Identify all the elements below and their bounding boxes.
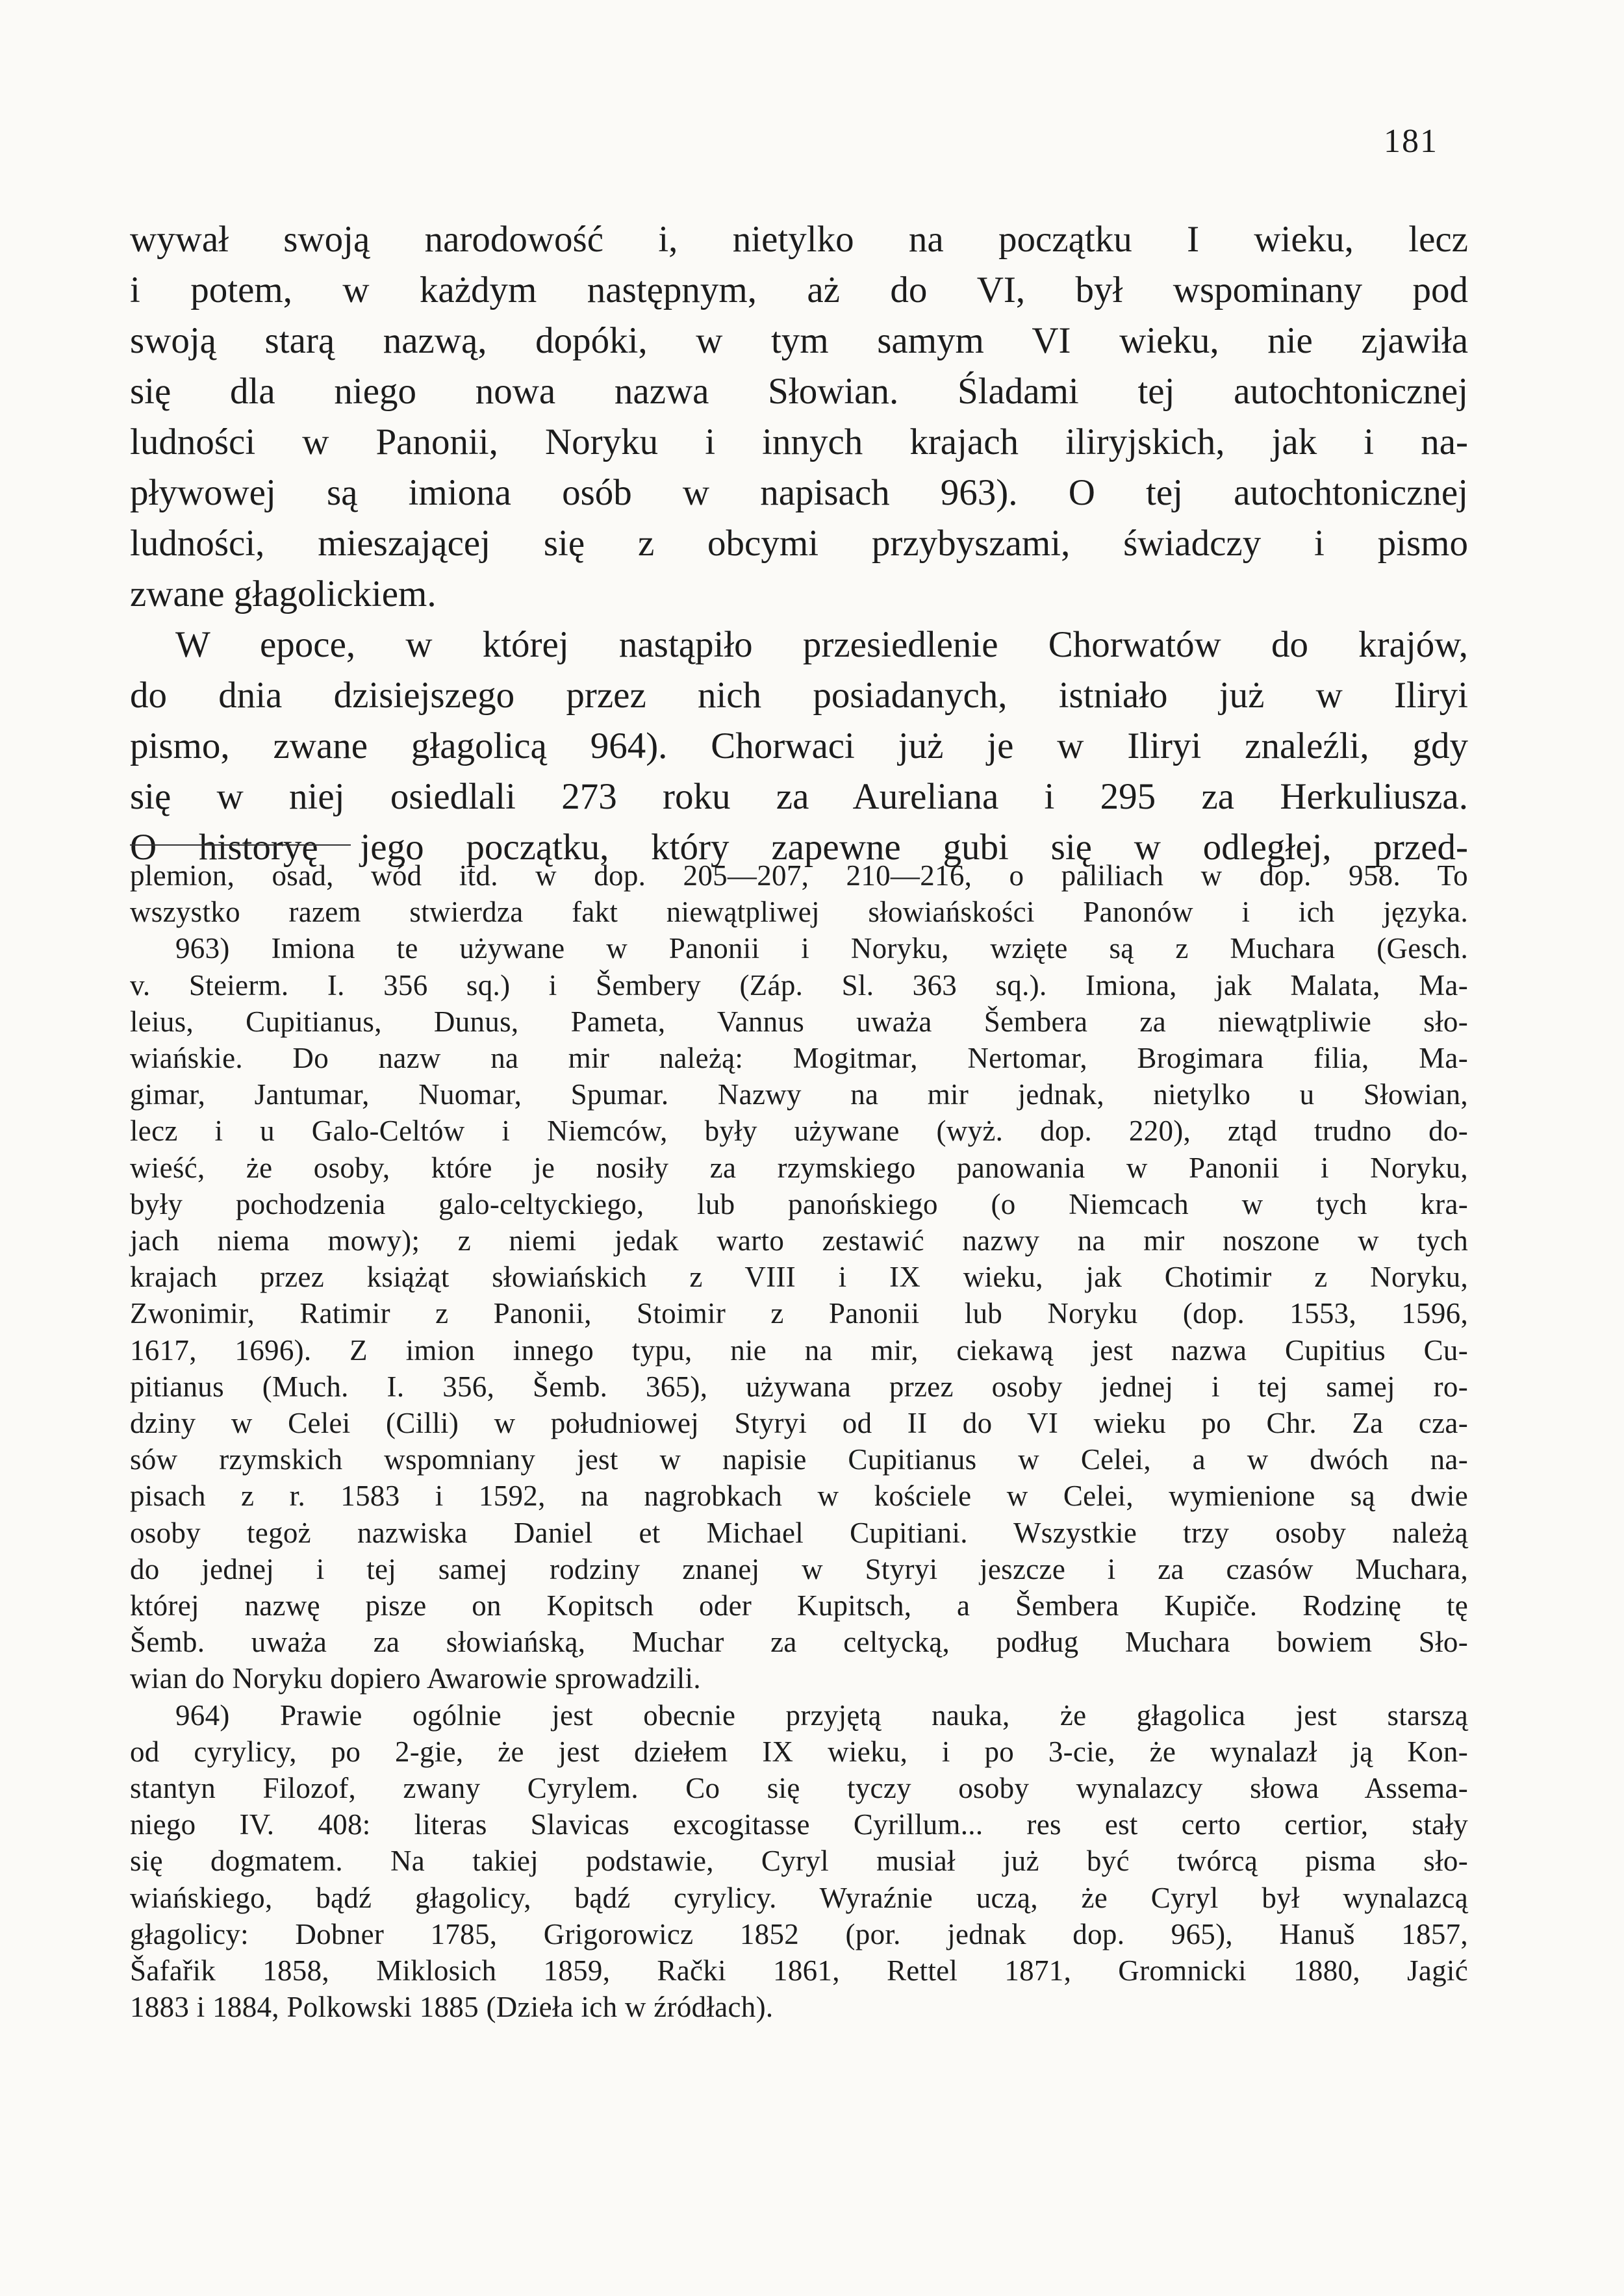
footnote-separator	[130, 844, 351, 846]
footnote-line: gimar, Jantumar, Nuomar, Spumar. Nazwy na mir jednak, nietylko u Słowian,	[130, 1078, 1468, 1111]
footnote-line: wiańskiego, bądź głagolicy, bądź cyrylicy. Wyraźnie uczą, że Cyryl był wynalazcą	[130, 1881, 1468, 1914]
footnote-line: dziny w Celei (Cilli) w południowej Styryi od II do VI wieku po Chr. Za cza-	[130, 1407, 1468, 1440]
text-line: W epoce, w której nastąpiło przesiedlenie Chorwatów do krajów,	[175, 624, 1468, 665]
footnote-line: jach niema mowy); z niemi jedak warto zestawić nazwy na mir noszone w tych	[130, 1224, 1468, 1257]
footnote-line: wiańskie. Do nazw na mir należą: Mogitmar, Nertomar, Brogimara filia, Ma-	[130, 1042, 1468, 1075]
footnote-line: której nazwę pisze on Kopitsch oder Kupitsch, a Šembera Kupiče. Rodzinę tę	[130, 1589, 1468, 1622]
main-text	[130, 214, 1468, 873]
footnote-line: osoby tegoż nazwiska Daniel et Michael Cupitiani. Wszystkie trzy osoby należą	[130, 1516, 1468, 1549]
footnote-line: 963) Imiona te używane w Panonii i Noryku, wzięte są z Muchara (Gesch.	[175, 932, 1468, 965]
text-line: swoją starą nazwą, dopóki, w tym samym VI wieku, nie zjawiła	[130, 320, 1468, 361]
footnote-line: do jednej i tej samej rodziny znanej w Styryi jeszcze i za czasów Muchara,	[130, 1552, 1468, 1585]
footnote-line: Šafařik 1858, Miklosich 1859, Rački 1861, Rettel 1871, Gromnicki 1880, Jagić	[130, 1954, 1468, 1987]
footnote-line: 964) Prawie ogólnie jest obecnie przyjętą nauka, że głagolica jest starszą	[175, 1698, 1468, 1732]
footnote-line: wszystko razem stwierdza fakt niewątpliwej słowiańskości Panonów i ich języka.	[130, 896, 1468, 929]
footnote-line: niego IV. 408: literas Slavicas excogitasse Cyrillum... res est certo certior, stały	[130, 1808, 1468, 1841]
footnote-line: plemion, osad, wód itd. w dop. 205—207, 210—216, o paliliach w dop. 958. To	[130, 859, 1468, 892]
text-line: pływowej są imiona osób w napisach 963). O tej autochtonicznej	[130, 472, 1468, 513]
footnote-line: się dogmatem. Na takiej podstawie, Cyryl musiał już być twórcą pisma sło-	[130, 1845, 1468, 1878]
text-line: i potem, w każdym następnym, aż do VI, był wspominany pod	[130, 270, 1468, 310]
footnote-line: wian do Noryku dopiero Awarowie sprowadzili.	[130, 1662, 701, 1695]
footnote-line: od cyrylicy, po 2-gie, że jest dziełem IX wieku, i po 3-cie, że wynalazł ją Kon-	[130, 1735, 1468, 1768]
text-line: ludności w Panonii, Noryku i innych krajach iliryjskich, jak i na-	[130, 422, 1468, 462]
text-line: wywał swoją narodowość i, nietylko na początku I wieku, lecz	[130, 219, 1468, 260]
text-line: się dla niego nowa nazwa Słowian. Śladami tej autochtonicznej	[130, 371, 1468, 412]
page-number: 181	[1384, 123, 1438, 160]
footnote-line: v. Steierm. I. 356 sq.) i Šembery (Záp. Sl. 363 sq.). Imiona, jak Malata, Ma-	[130, 968, 1468, 1002]
text-line: zwane głagolickiem.	[130, 574, 437, 614]
footnote-line: 1617, 1696). Z imion innego typu, nie na mir, ciekawą jest nazwa Cupitius Cu-	[130, 1333, 1468, 1367]
footnote-line: lecz i u Galo-Celtów i Niemców, były używane (wyż. dop. 220), ztąd trudno do-	[130, 1115, 1468, 1148]
footnote-line: sów rzymskich wspomniany jest w napisie Cupitianus w Celei, a w dwóch na-	[130, 1443, 1468, 1476]
footnote-line: głagolicy: Dobner 1785, Grigorowicz 1852 (por. jednak dop. 965), Hanuš 1857,	[130, 1917, 1468, 1950]
footnote-line: Šemb. uważa za słowiańską, Muchar za celtycką, podług Muchara bowiem Sło-	[130, 1626, 1468, 1659]
footnotes	[130, 857, 1468, 2026]
footnote-line: pitianus (Much. I. 356, Šemb. 365), używana przez osoby jednej i tej samej ro-	[130, 1370, 1468, 1403]
text-line: O historyę jego początku, który zapewne gubi się w odległej, przed-	[130, 827, 1468, 868]
footnote-line: stantyn Filozof, zwany Cyrylem. Co się tyczy osoby wynalazcy słowa Assema-	[130, 1772, 1468, 1805]
footnote-line: Zwonimir, Ratimir z Panonii, Stoimir z Panonii lub Noryku (dop. 1553, 1596,	[130, 1297, 1468, 1330]
footnote-line: były pochodzenia galo-celtyckiego, lub panońskiego (o Niemcach w tych kra-	[130, 1187, 1468, 1220]
footnote-line: krajach przez książąt słowiańskich z VIII i IX wieku, jak Chotimir z Noryku,	[130, 1261, 1468, 1294]
footnote-line: 1883 i 1884, Polkowski 1885 (Dzieła ich w źródłach).	[130, 1991, 774, 2024]
footnote-line: wieść, że osoby, które je nosiły za rzymskiego panowania w Panonii i Noryku,	[130, 1151, 1468, 1184]
footnote-line: leius, Cupitianus, Dunus, Pameta, Vannus uważa Šembera za niewątpliwie sło-	[130, 1005, 1468, 1038]
text-line: się w niej osiedlali 273 roku za Aureliana i 295 za Herkuliusza.	[130, 776, 1468, 817]
footnote-line: pisach z r. 1583 i 1592, na nagrobkach w kościele w Celei, wymienione są dwie	[130, 1480, 1468, 1513]
text-line: do dnia dzisiejszego przez nich posiadanych, istniało już w Iliryi	[130, 675, 1468, 716]
text-line: pismo, zwane głagolicą 964). Chorwaci już je w Iliryi znaleźli, gdy	[130, 725, 1468, 766]
text-line: ludności, mieszającej się z obcymi przybyszami, świadczy i pismo	[130, 523, 1468, 564]
